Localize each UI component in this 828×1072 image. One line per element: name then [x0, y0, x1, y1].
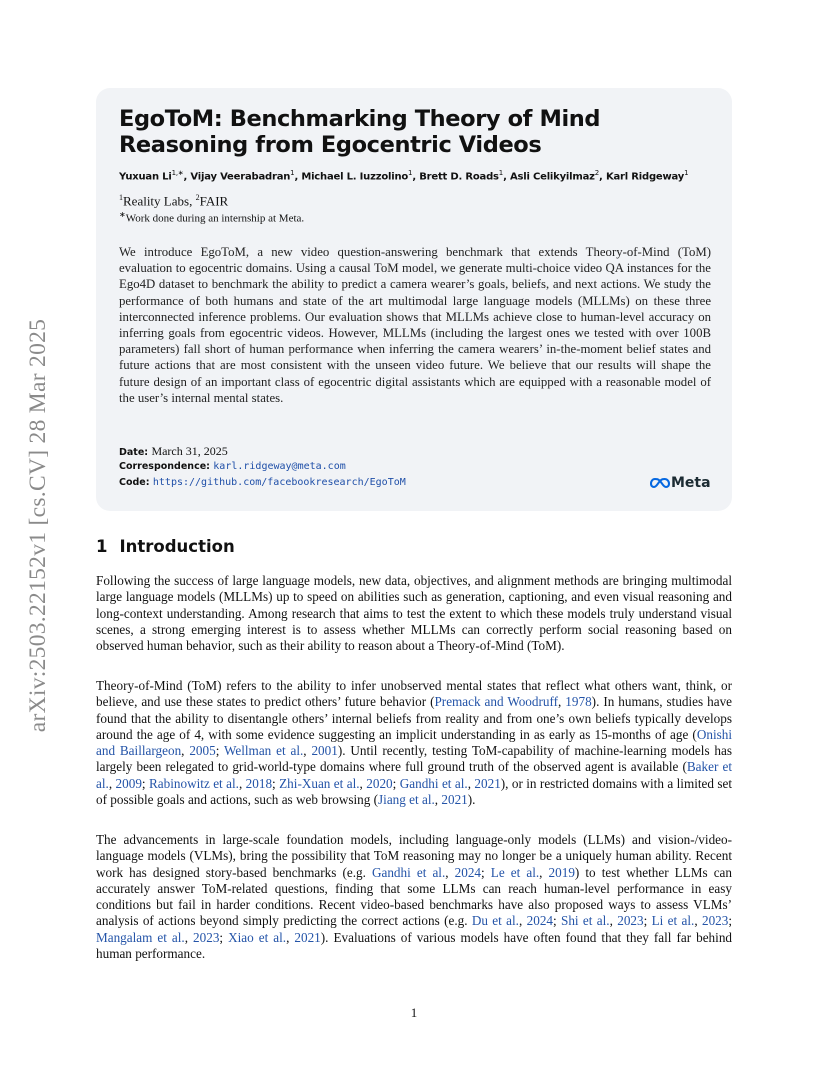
citation-link[interactable]: 2018 [245, 775, 273, 791]
citation-link[interactable]: 2023 [617, 913, 644, 929]
meta-logo-text: Meta [671, 475, 711, 491]
citation-link[interactable]: 2024 [526, 913, 553, 929]
author-name: Michael L. Iuzzolino [301, 171, 409, 183]
citation-link[interactable]: Zhi-Xuan et al. [279, 775, 360, 791]
citation-link[interactable]: Onishi and Baillargeon [96, 726, 732, 759]
intro-paragraph-3: The advancements in large-scale foundation models, including language-only models (LLMs) and vision-/video-language models (VLMs), bring the possibility that ToM reasoning may no longer be a uniquely human ability. Recent work has designed story-based benchmarks (e.g. Gandhi et al., 2024; Le et al., 2019) to test whether LLMs can accurately answer ToM-related questions, finding that some LLMs can reach human-level performance in easy conditions but fail in harder conditions. Recent video-based benchmarks have also proposed ways to assess VLMs’ analysis of actions beyond simply predicting the correct actions (e.g. Du et al., 2024; Shi et al., 2023; Li et al., 2023; Mangalam et al., 2023; Xiao et al., 2021). Evaluations of various models have often found that they fall far behind human performance. [96, 832, 733, 962]
paper-title: EgoToM: Benchmarking Theory of Mind Reasoning from Egocentric Videos [119, 106, 601, 158]
author-name: Asli Celikyilmaz [509, 171, 595, 183]
correspondence-row [119, 460, 346, 472]
citation-link[interactable]: Gandhi et al. [399, 775, 468, 791]
citation-link[interactable]: Li et al. [651, 913, 695, 929]
citation-link[interactable]: Wellman et al. [223, 743, 304, 759]
author-affiliation-marker: 2 [594, 169, 600, 177]
section-heading-introduction [96, 537, 235, 556]
author-list: Yuxuan $Li^{1,∗}$, Vijay Veerabadran$^1$, Michael L. Iuzzolino$^1$, Brett D. Roads$^1$, Asli Celikyilmaz$^2$, Karl Ridgeway$^1$ [119, 169, 689, 183]
footnote-text: Work done during an internship at Meta. [125, 212, 305, 225]
citation-link[interactable]: 2005 [189, 743, 216, 759]
author-affiliation-marker: 1 [498, 169, 504, 177]
citation-link[interactable]: 2024 [454, 864, 482, 880]
citation-link[interactable]: Xiao et al. [228, 929, 287, 945]
citation-link[interactable]: 1978 [565, 694, 592, 710]
citation-link[interactable]: Le et al. [490, 864, 540, 880]
correspondence-email-link[interactable]: karl.ridgeway@meta.com [213, 461, 346, 472]
author-name: Vijay Veerabadran [190, 171, 291, 183]
arxiv-identifier-text: arXiv:2503.22152v1 [cs.CV] 28 Mar 2025 [25, 318, 52, 732]
author-affiliation-marker: 1 [290, 169, 295, 177]
citation-link[interactable]: Shi et al. [561, 913, 610, 929]
footnote-internship [119, 210, 304, 225]
citation-link[interactable]: 2019 [548, 864, 575, 880]
abstract: We introduce EgoToM, a new video question-answering benchmark that extends Theory-of-Mind (ToM) evaluation to egocentric domains. Using a causal ToM model, we generate multi-choice video QA instances for the Ego4D dataset to benchmark the ability to predict a camera wearer’s goals, beliefs, and next actions. We study the performance of both humans and state of the art multimodal large language models (MLLMs) on these three interconnected inference problems. Our evaluation shows that MLLMs achieve close to human-level accuracy on inferring goals from egocentric videos. However, MLLMs (including the largest ones we tested with over 100B parameters) fall short of human performance when inferring the camera wearers’ in-the-moment belief states and future actions that are most consistent with the unseen video future. We believe that our results will shape the future design of an important class of egocentric digital assistants which are equipped with a reasonable model of the user’s internal mental states. [119, 245, 711, 405]
citation-link[interactable]: Gandhi et al. [371, 864, 446, 880]
author-affiliation-marker: 1 [684, 169, 689, 177]
footnote-marker: ∗ [119, 210, 126, 219]
affiliation-name: Reality Labs [123, 193, 190, 209]
author-affiliation-marker: 1 [408, 169, 413, 177]
section-title: Introduction [119, 537, 235, 556]
meta-infinity-icon [650, 477, 670, 489]
author-name: Yuxuan Li [119, 171, 172, 183]
citation-link[interactable]: 2023 [701, 913, 729, 929]
author-name: Karl Ridgeway [605, 171, 685, 183]
meta-logo [650, 475, 711, 491]
date-row [119, 444, 228, 459]
affiliation-marker: 2 [195, 193, 200, 202]
arxiv-identifier [24, 292, 54, 758]
citation-link[interactable]: 2021 [474, 775, 501, 791]
author-affiliation-marker: 1,∗ [171, 169, 184, 177]
correspondence-label: Correspondence: [119, 461, 210, 472]
date-value: March 31, 2025 [151, 444, 228, 458]
citation-link[interactable]: Jiang et al. [378, 792, 435, 808]
citation-link[interactable]: 2009 [115, 775, 142, 791]
citation-link[interactable]: Mangalam et al. [96, 929, 185, 945]
page-number: 1 [410, 1005, 418, 1020]
affiliation-marker: 1 [119, 193, 123, 202]
citation-link[interactable]: 2020 [366, 775, 393, 791]
citation-link[interactable]: Du et al. [471, 913, 519, 929]
date-label: Date: [119, 447, 149, 458]
code-row [119, 476, 406, 488]
citation-link[interactable]: Baker et al. [96, 759, 732, 791]
citation-link[interactable]: 2021 [441, 792, 468, 808]
code-url-link[interactable]: https://github.com/facebookresearch/EgoToM [152, 477, 406, 488]
affiliation-name: FAIR [199, 193, 229, 209]
author-name: Brett D. Roads [419, 171, 499, 183]
intro-paragraph-2: Theory-of-Mind (ToM) refers to the ability to infer unobserved mental states that reflect what others want, think, or believe, and use these states to predict others’ future behavior (Premack and Woodruff, 1978). In humans, studies have found that the ability to disentangle others’ internal beliefs from reality and from one’s own beliefs typically develops around the age of 4, with some evidence suggesting an implicit understanding in as early as 15-months of age (Onishi and Baillargeon, 2005; Wellman et al., 2001). Until recently, testing ToM-capability of machine-learning models has largely been relegated to grid-world-type domains where full ground truth of the observed agent is available (Baker et al., 2009; Rabinowitz et al., 2018; Zhi-Xuan et al., 2020; Gandhi et al., 2021), or in restricted domains with a limited set of possible goals and actions, such as web browsing (Jiang et al., 2021). [96, 678, 733, 808]
affiliations: $^1$Reality Labs, $^2$FAIR [119, 193, 229, 209]
citation-link[interactable]: 2023 [193, 929, 220, 945]
citation-link[interactable]: 2021 [294, 929, 321, 945]
intro-paragraph-1: Following the success of large language models, new data, objectives, and alignment methods are bringing multimodal large language models (MLLMs) up to speed on abilities such as generation, captioning, and even visual reasoning and long-context understanding. Among research that aims to test the extent to which these models truly understand visual scenes, a strong emerging interest is to assess whether MLLMs can correctly perform social reasoning based on observed human behavior, such as their ability to reason about a Theory-of-Mind (ToM). [96, 573, 732, 654]
citation-link[interactable]: 2001 [311, 743, 338, 759]
citation-link[interactable]: Rabinowitz et al. [149, 775, 239, 791]
section-number: 1 [96, 537, 108, 556]
code-label: Code: [119, 477, 150, 488]
citation-link[interactable]: Premack and Woodruff [434, 694, 559, 710]
